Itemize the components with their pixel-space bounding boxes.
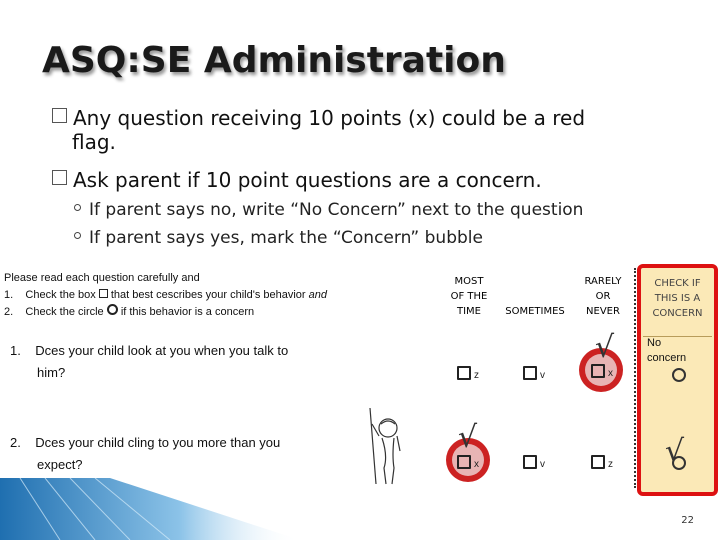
bullet-box-icon	[52, 170, 67, 185]
instruction-2b: that best cescribes your child's behavior	[110, 289, 306, 301]
sub-bullet-ring-icon	[74, 232, 81, 239]
q2-most-checkbox[interactable]	[457, 455, 479, 470]
sub-bullet-1-text: If parent says no, write “No Concern” next to the question	[89, 200, 584, 220]
col-most-of-the-time: MOST OF THE TIME	[450, 276, 488, 317]
q2-sometimes-checkbox[interactable]	[523, 455, 545, 470]
page-number: 22	[681, 515, 694, 526]
q1-sometimes-checkbox[interactable]	[523, 366, 545, 381]
instruction-2c: and	[308, 289, 327, 301]
dotted-divider	[634, 268, 636, 488]
sub-bullet-ring-icon	[74, 204, 81, 211]
q2-sometimes-mark: v	[540, 459, 545, 470]
question-2	[10, 432, 280, 476]
bullet-2	[52, 168, 542, 192]
q2-text-cont: expect?	[37, 457, 83, 472]
concern-column-highlight	[637, 264, 718, 496]
sub-bullet-1	[74, 200, 583, 220]
q2-rarely-checkbox[interactable]	[591, 455, 613, 470]
q2-number: 2.	[10, 435, 21, 450]
form-instructions	[4, 270, 327, 321]
q1-sometimes-mark: v	[540, 370, 545, 381]
instruction-line-1: Please read each question carefully and	[4, 272, 200, 284]
bullet-1	[52, 106, 712, 154]
q2-most-check-icon: √	[458, 420, 478, 455]
q1-rarely-check-icon: √	[595, 330, 615, 365]
instruction-3b: if this behavior is a concern	[120, 306, 255, 318]
q1-most-checkbox[interactable]	[457, 366, 479, 381]
q1-concern-bubble[interactable]	[672, 368, 686, 382]
col-concern: CHECK IF THIS IS A CONCERN	[652, 278, 703, 319]
q1-number: 1.	[10, 343, 21, 358]
no-concern-note: No concern	[647, 337, 687, 364]
instruction-2-number: 1.	[4, 289, 14, 301]
bullet-1-text-cont: flag.	[72, 130, 116, 154]
bullet-box-icon	[52, 108, 67, 123]
q1-most-mark: z	[474, 370, 479, 381]
instruction-2a: Check the box	[25, 289, 96, 301]
question-1	[10, 340, 288, 384]
instruction-3-number: 2.	[4, 306, 14, 318]
child-illustration	[362, 406, 406, 486]
bullet-2-text: Ask parent if 10 point questions are a concern.	[73, 168, 542, 192]
blue-corner-decoration	[0, 478, 300, 540]
q2-rarely-mark: z	[608, 459, 613, 470]
q2-text: Dces your child cling to you more than you	[35, 435, 281, 450]
q1-text: Dces your child look at you when you talk to	[35, 343, 289, 358]
q2-concern-check-icon: √	[665, 434, 685, 469]
q1-text-cont: him?	[37, 365, 66, 380]
circle-icon	[107, 304, 118, 315]
sub-bullet-2	[74, 228, 483, 248]
q1-rarely-checkbox[interactable]	[591, 364, 613, 379]
box-icon	[99, 289, 108, 298]
instruction-3a: Check the circle	[25, 306, 104, 318]
q2-most-mark: x	[474, 459, 479, 470]
q1-rarely-mark: x	[608, 368, 613, 379]
bullet-1-text: Any question receiving 10 points (x) could be a red	[73, 106, 586, 130]
col-rarely-or-never: RARELY OR NEVER	[584, 276, 622, 317]
page-title: ASQ:SE Administration	[42, 40, 506, 81]
col-sometimes: SOMETIMES	[505, 306, 565, 317]
sub-bullet-2-text: If parent says yes, mark the “Concern” bubble	[89, 228, 483, 248]
